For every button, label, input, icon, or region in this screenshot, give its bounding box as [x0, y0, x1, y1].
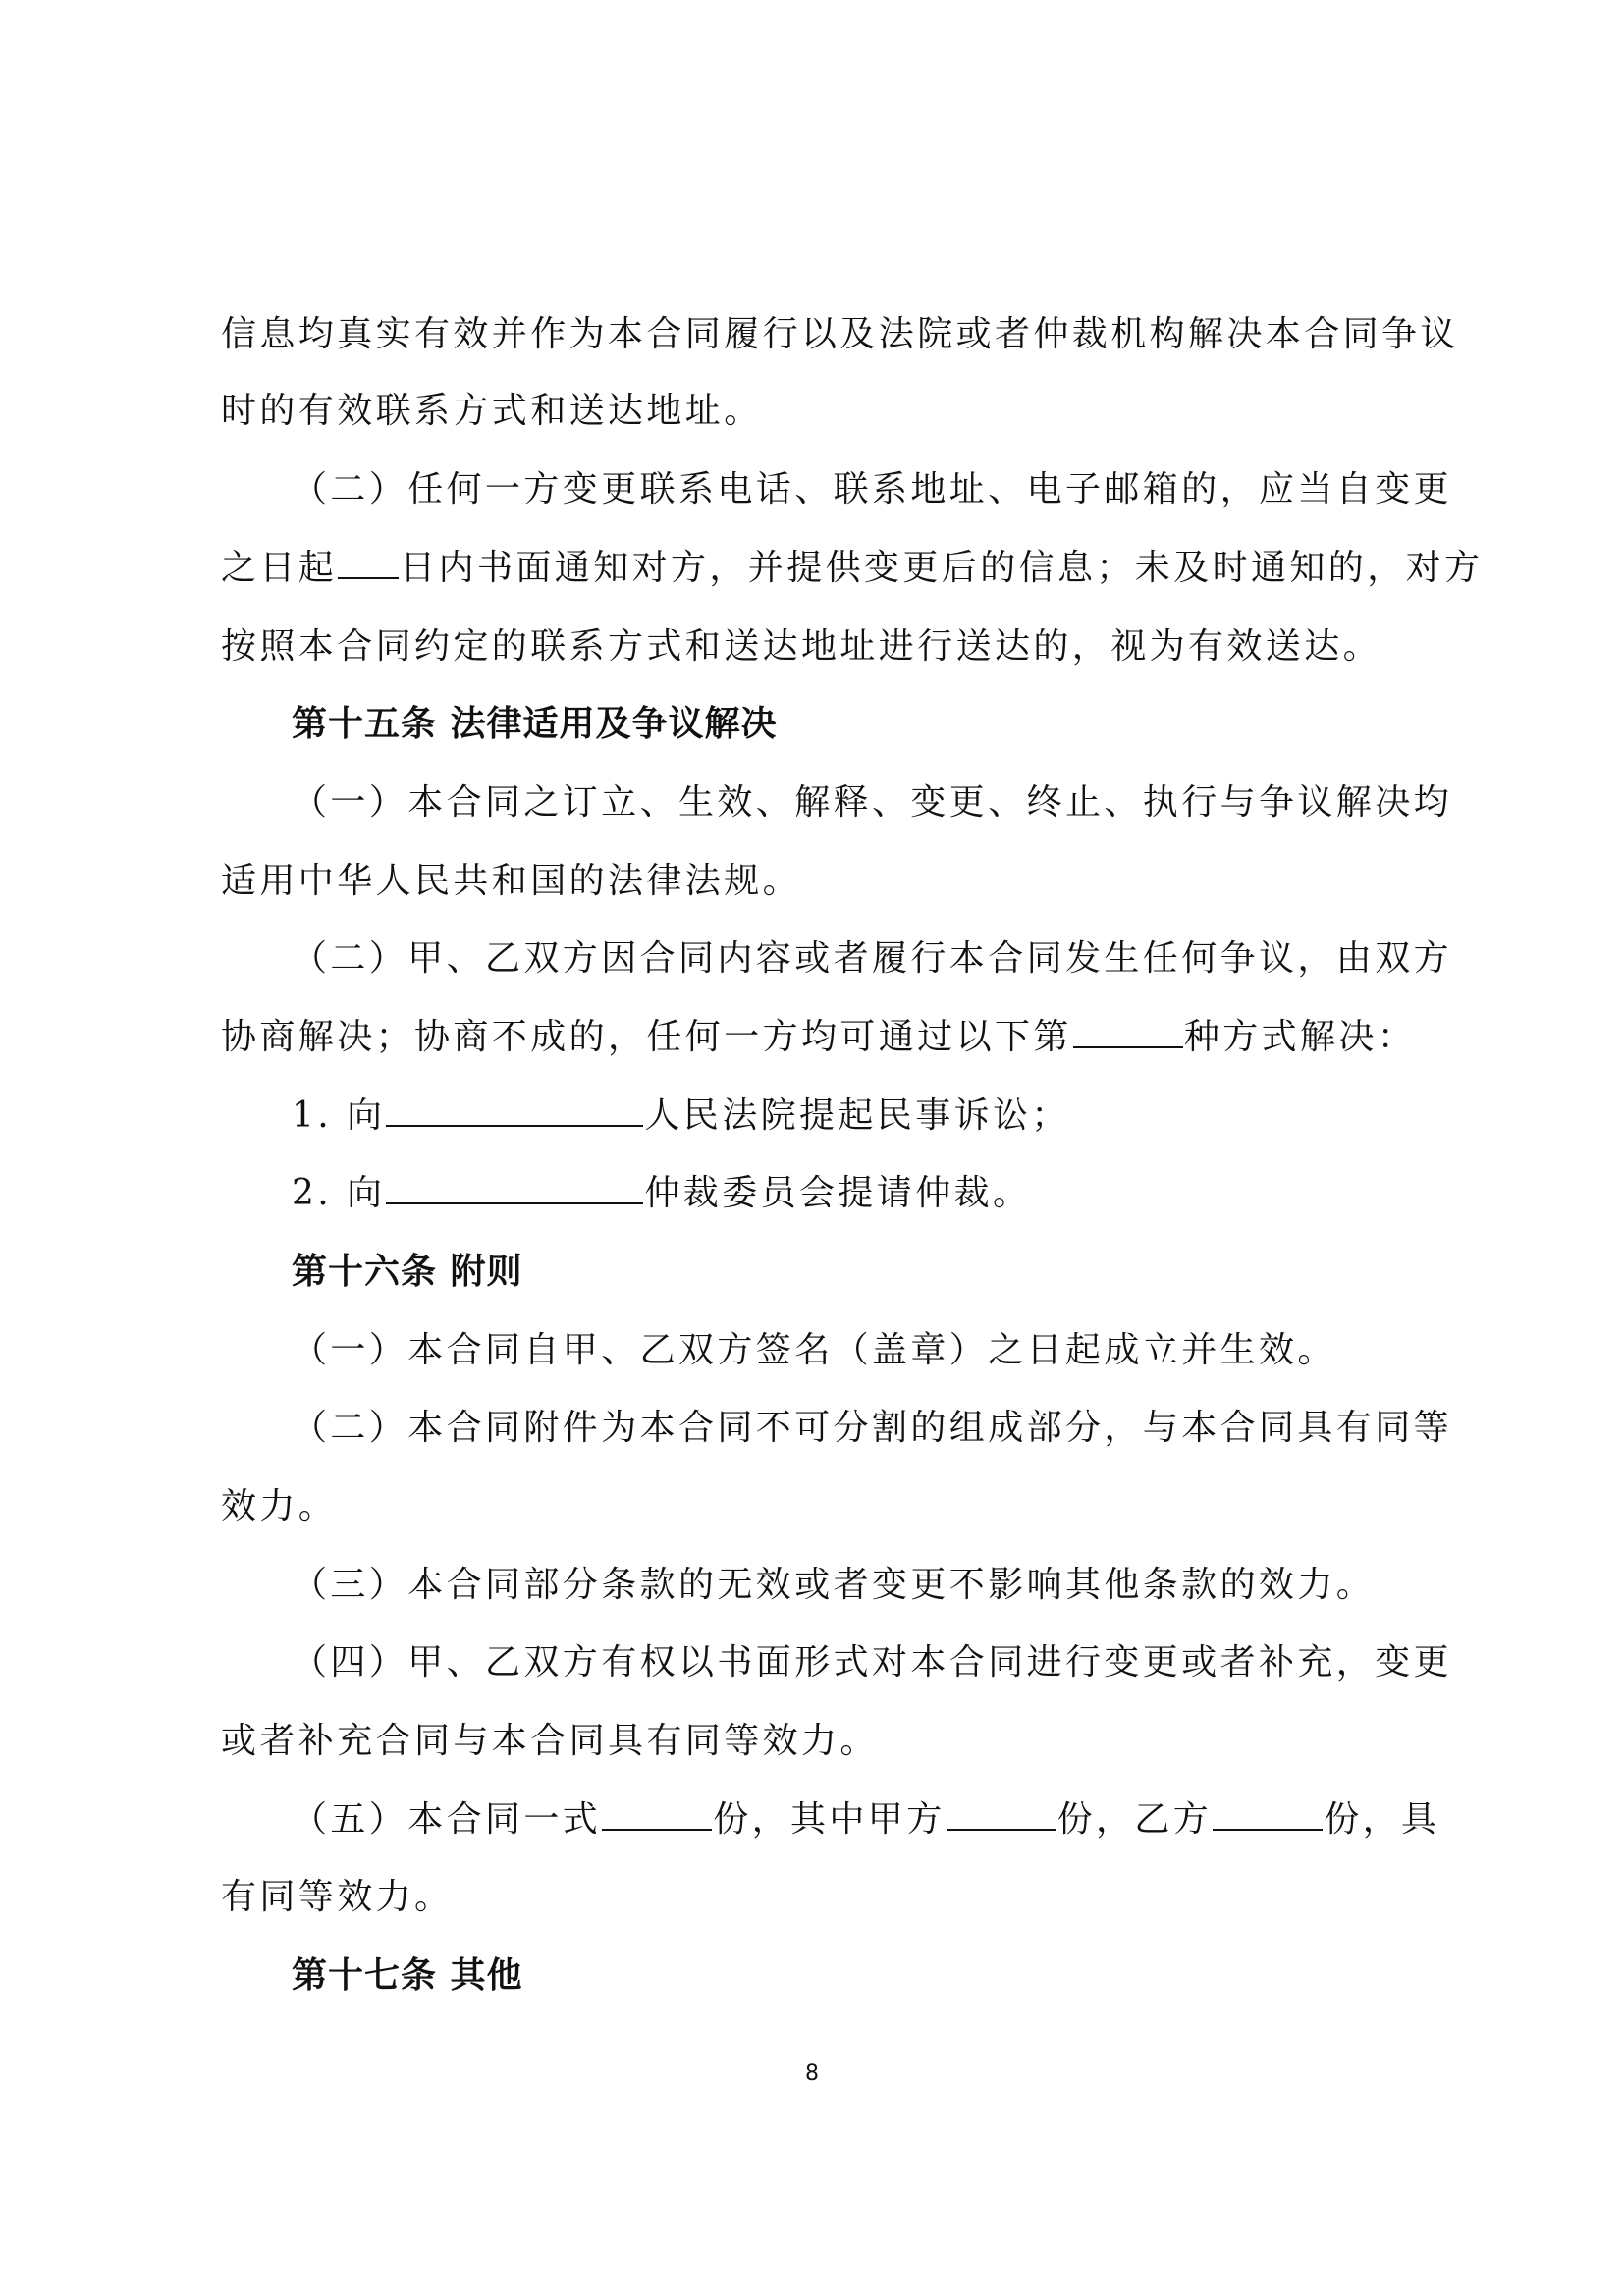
clause-16-5-line [292, 1794, 1509, 1845]
court-name-blank-field[interactable] [386, 1092, 643, 1127]
clause-15-1-line: （一）本合同之订立、生效、解释、变更、终止、执行与争议解决均 [292, 782, 1453, 823]
days-blank-field[interactable] [338, 544, 399, 579]
text-segment: 人民法院提起民事诉讼； [644, 1095, 1070, 1136]
clause-14-2-line: （二）任何一方变更联系电话、联系地址、电子邮箱的，应当自变更 [292, 469, 1453, 509]
article-17-heading: 第十七条 其他 [292, 1955, 523, 1996]
party-a-copies-blank-field[interactable] [947, 1795, 1056, 1831]
resolution-method-blank-field[interactable] [1073, 1013, 1183, 1048]
option-1-line [292, 1091, 1509, 1142]
clause-16-3-line: （三）本合同部分条款的无效或者变更不影响其他条款的效力。 [292, 1565, 1376, 1605]
text-segment: 仲裁委员会提请仲裁。 [644, 1173, 1032, 1213]
article-15-heading: 第十五条 法律适用及争议解决 [292, 704, 778, 744]
clause-16-2-line: 效力。 [221, 1486, 338, 1526]
text-segment: （五）本合同一式 [292, 1799, 602, 1840]
arbitration-commission-blank-field[interactable] [386, 1169, 643, 1204]
clause-14-2-line: 按照本合同约定的联系方式和送达地址进行送达的，视为有效送达。 [221, 626, 1382, 667]
body-line: 时的有效联系方式和送达地址。 [221, 391, 763, 431]
clause-15-1-line: 适用中华人民共和国的法律法规。 [221, 861, 802, 901]
text-segment: 2. 向 [292, 1173, 386, 1213]
clause-14-2-line [221, 543, 1484, 594]
clause-15-2-line: （二）甲、乙双方因合同内容或者履行本合同发生任何争议，由双方 [292, 938, 1453, 979]
body-line: 信息均真实有效并作为本合同履行以及法院或者仲裁机构解决本合同争议 [221, 314, 1459, 354]
total-copies-blank-field[interactable] [602, 1795, 712, 1831]
article-16-heading: 第十六条 附则 [292, 1252, 523, 1292]
clause-16-4-line: 或者补充合同与本合同具有同等效力。 [221, 1721, 879, 1761]
clause-16-2-line: （二）本合同附件为本合同不可分割的组成部分，与本合同具有同等 [292, 1408, 1453, 1448]
text-segment: 协商解决；协商不成的，任何一方均可通过以下第 [221, 1017, 1072, 1057]
text-segment: 之日起 [221, 548, 338, 588]
text-segment: 份，具 [1324, 1799, 1440, 1840]
party-b-copies-blank-field[interactable] [1213, 1795, 1323, 1831]
clause-16-5-line: 有同等效力。 [221, 1877, 454, 1917]
text-segment: 份，其中甲方 [713, 1799, 946, 1840]
page-number: 8 [805, 2061, 819, 2086]
text-segment: 种方式解决： [1183, 1017, 1417, 1057]
text-segment: 1. 向 [292, 1095, 386, 1136]
text-segment: 份，乙方 [1056, 1799, 1213, 1840]
text-segment: 日内书面通知对方，并提供变更后的信息；未及时通知的，对方 [400, 548, 1484, 588]
option-2-line [292, 1168, 1509, 1219]
clause-16-1-line: （一）本合同自甲、乙双方签名（盖章）之日起成立并生效。 [292, 1330, 1336, 1370]
clause-15-2-line [221, 1012, 1438, 1063]
clause-16-4-line: （四）甲、乙双方有权以书面形式对本合同进行变更或者补充，变更 [292, 1642, 1453, 1682]
